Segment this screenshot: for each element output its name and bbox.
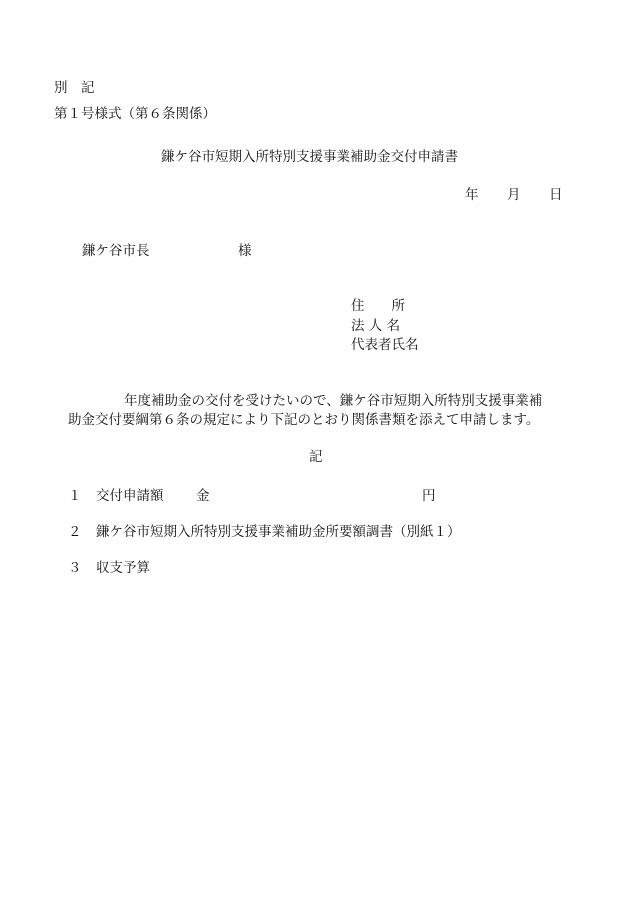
date-year: 年 <box>465 187 479 203</box>
item-1-unit: 円 <box>422 488 436 504</box>
addressee-honorific: 様 <box>238 243 252 259</box>
date-day: 日 <box>549 187 563 203</box>
body-line-1: 年度補助金の交付を受けたいので、鎌ケ谷市短期入所特別支援事業補 <box>124 393 543 409</box>
item-2-label: 鎌ケ谷市短期入所特別支援事業補助金所要額調書（別紙１） <box>96 524 461 540</box>
appendix-label: 別 記 <box>54 80 95 96</box>
document-title: 鎌ケ谷市短期入所特別支援事業補助金交付申請書 <box>161 149 458 165</box>
body-line-2: 助金交付要綱第６条の規定により下記のとおり関係書類を添えて申請します。 <box>68 412 540 428</box>
item-2-number: ２ <box>68 524 82 540</box>
form-number: 第１号様式（第６条関係） <box>54 106 216 122</box>
item-1-amount-prefix: 金 <box>196 488 210 504</box>
record-heading: 記 <box>309 449 323 465</box>
date-month: 月 <box>507 187 521 203</box>
item-1-label: 交付申請額 <box>96 488 164 504</box>
applicant-address-label: 住 所 <box>351 298 405 314</box>
item-3-number: ３ <box>68 560 82 576</box>
applicant-rep-label: 代表者氏名 <box>351 337 419 353</box>
item-1-number: １ <box>68 488 82 504</box>
addressee-name: 鎌ケ谷市長 <box>82 243 150 259</box>
applicant-corp-label: 法 人 名 <box>351 318 401 334</box>
item-3-label: 収支予算 <box>96 560 150 576</box>
